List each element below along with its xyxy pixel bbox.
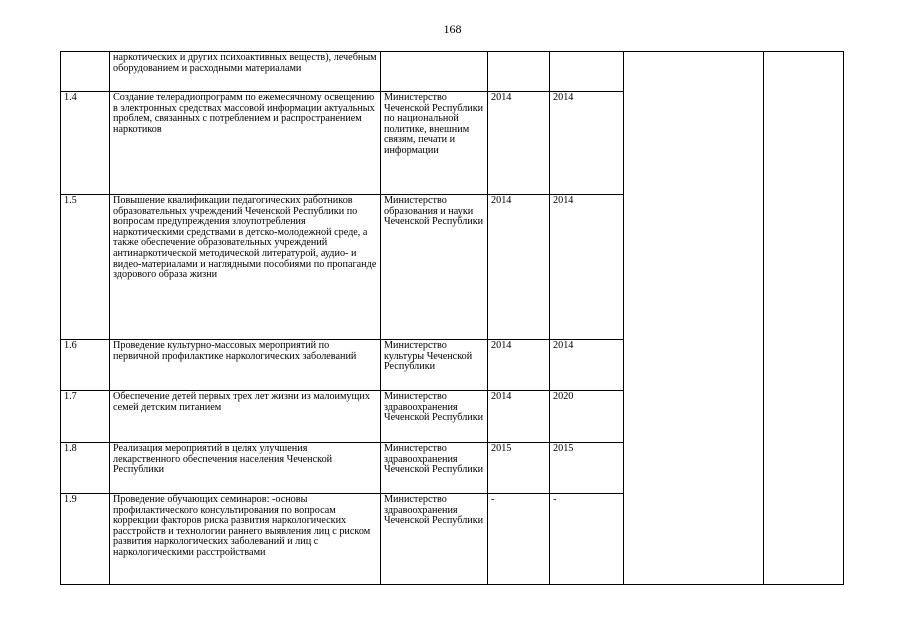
row-number-cell: 1.5 <box>61 195 110 340</box>
row-number-cell <box>61 52 110 92</box>
row-number-cell: 1.8 <box>61 443 110 494</box>
merged-empty-cell <box>764 52 844 585</box>
table-row <box>61 52 844 92</box>
start-year-cell: 2014 <box>488 391 550 443</box>
start-year-cell: 2014 <box>488 340 550 391</box>
start-year-cell: - <box>488 494 550 585</box>
row-number-cell: 1.9 <box>61 494 110 585</box>
page-number: 168 <box>443 22 462 36</box>
activity-cell: Повышение квалификации педагогических работников образовательных учреждений Чеченской Республики по вопросам предупреждения злоупотребления наркотическими средствами в детско-молодежной среде, а также обеспечение образовательных учреждений антинаркотической методической литературой, аудио- и видео-материалами и наглядными пособиями по пропаганде здорового образа жизни <box>110 195 381 340</box>
activity-cell: Обеспечение детей первых трех лет жизни из малоимущих семей детским питанием <box>110 391 381 443</box>
executor-cell: Министерство здравоохранения Чеченской Республики <box>381 494 488 585</box>
executor-cell: Министерство Чеченской Республики по национальной политике, внешним связям, печати и информации <box>381 92 488 195</box>
row-number-cell: 1.6 <box>61 340 110 391</box>
activity-cell: наркотических и других психоактивных веществ), лечебным оборудованием и расходными материалами <box>110 52 381 92</box>
row-number-cell: 1.7 <box>61 391 110 443</box>
executor-cell: Министерство образования и науки Чеченской Республики <box>381 195 488 340</box>
end-year-cell: 2015 <box>550 443 624 494</box>
activity-cell: Проведение обучающих семинаров: -основы профилактического консультирования по вопросам коррекции факторов риска развития наркологических расстройств и технологии раннего выявления лиц с риском развития наркологических заболеваний и лиц с наркологическими расстройствами <box>110 494 381 585</box>
end-year-cell: - <box>550 494 624 585</box>
end-year-cell <box>550 52 624 92</box>
activity-cell: Реализация мероприятий в целях улучшения лекарственного обеспечения населения Чеченской Республики <box>110 443 381 494</box>
start-year-cell <box>488 52 550 92</box>
end-year-cell: 2014 <box>550 195 624 340</box>
executor-cell: Министерство здравоохранения Чеченской Республики <box>381 391 488 443</box>
program-activities-table <box>60 51 844 585</box>
end-year-cell: 2020 <box>550 391 624 443</box>
end-year-cell: 2014 <box>550 92 624 195</box>
row-number-cell: 1.4 <box>61 92 110 195</box>
executor-cell <box>381 52 488 92</box>
start-year-cell: 2015 <box>488 443 550 494</box>
executor-cell: Министерство здравоохранения Чеченской Республики <box>381 443 488 494</box>
executor-cell: Министерство культуры Чеченской Республики <box>381 340 488 391</box>
merged-empty-cell <box>624 52 764 585</box>
start-year-cell: 2014 <box>488 195 550 340</box>
start-year-cell: 2014 <box>488 92 550 195</box>
activity-cell: Проведение культурно-массовых мероприятий по первичной профилактике наркологических заболеваний <box>110 340 381 391</box>
end-year-cell: 2014 <box>550 340 624 391</box>
activity-cell: Создание телерадиопрограмм по ежемесячному освещению в электронных средствах массовой информации актуальных проблем, связанных с потреблением и распространением наркотиков <box>110 92 381 195</box>
